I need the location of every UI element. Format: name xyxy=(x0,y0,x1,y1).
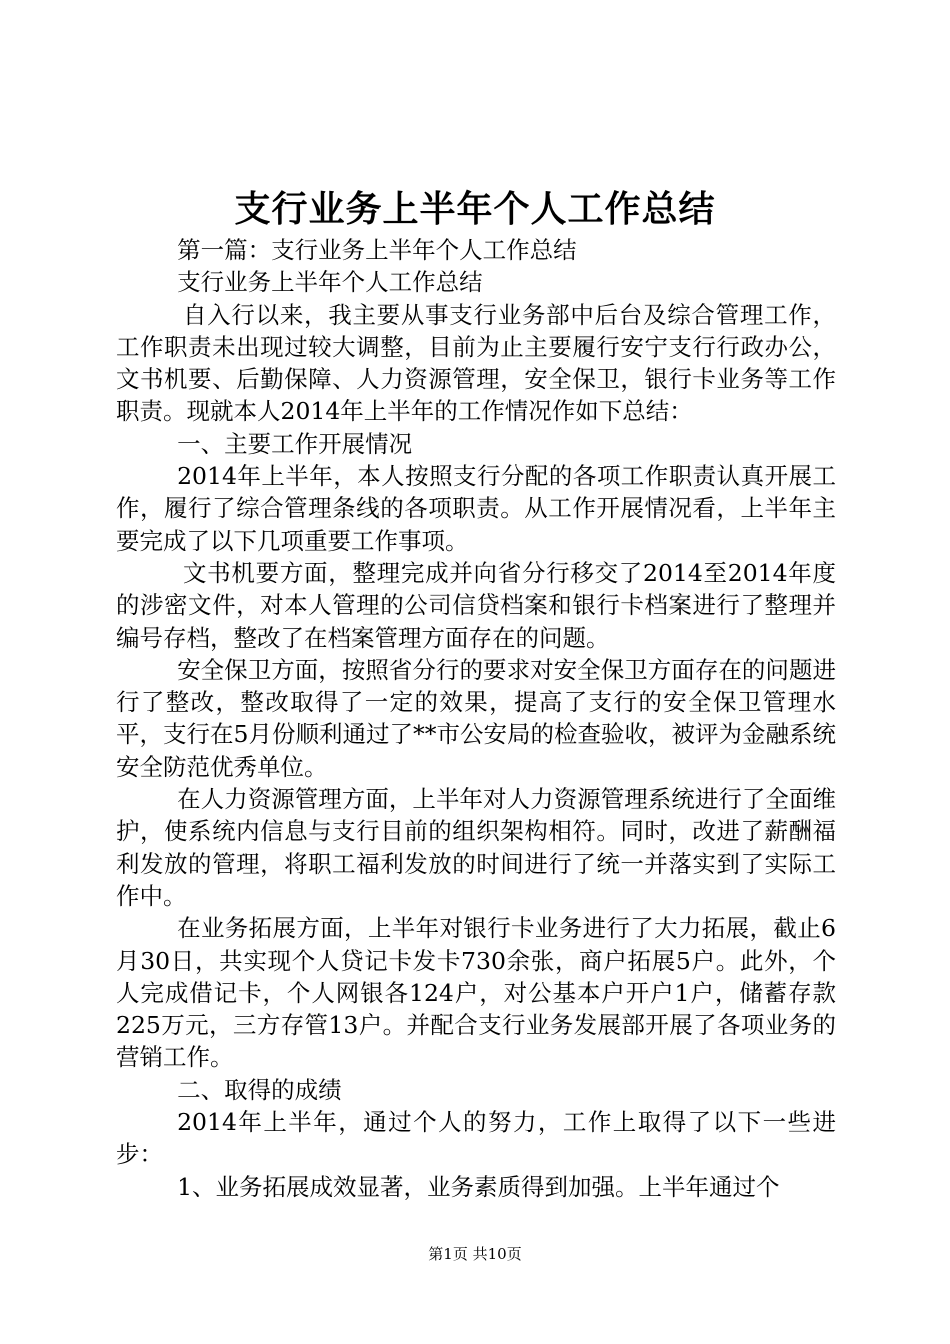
paragraph-hr: 在人力资源管理方面，上半年对人力资源管理系统进行了全面维护，使系统内信息与支行目前的组织架构相符。同时，改进了薪酬福利发放的管理，将职工福利发放的时间进行了统一并落实到了实际工作中。 xyxy=(116,785,836,910)
paragraph-achievements: 2014年上半年，通过个人的努力，工作上取得了以下一些进步： xyxy=(116,1108,836,1169)
paragraph-documents: 文书机要方面，整理完成并向省分行移交了2014至2014年度的涉密文件，对本人管理的公司信贷档案和银行卡档案进行了整理并编号存档，整改了在档案管理方面存在的问题。 xyxy=(116,558,836,652)
document-body xyxy=(116,234,836,1203)
paragraph-item-1: 1、业务拓展成效显著，业务素质得到加强。上半年通过个 xyxy=(177,1172,780,1201)
paragraph-overview: 2014年上半年，本人按照支行分配的各项工作职责认真开展工作，履行了综合管理条线的各项职责。从工作开展情况看，上半年主要完成了以下几项重要工作事项。 xyxy=(116,462,836,555)
subtitle: 支行业务上半年个人工作总结 xyxy=(177,268,483,297)
section-heading: 第一篇：支行业务上半年个人工作总结 xyxy=(177,236,577,264)
paragraph-intro: 自入行以来，我主要从事支行业务部中后台及综合管理工作，工作职责未出现过较大调整，目前为止主要履行安宁支行行政办公，文书机要、后勤保障、人力资源管理，安全保卫，银行卡业务等工作职责。现就本人2014年上半年的工作情况作如下总结： xyxy=(116,300,836,426)
document-title: 支行业务上半年个人工作总结 xyxy=(234,189,716,230)
paragraph-business: 在业务拓展方面，上半年对银行卡业务进行了大力拓展，截止6月30日，共实现个人贷记卡发卡730余张，商户拓展5户。此外，个人完成借记卡，个人网银各124户，对公基本户开户1户，储蓄存款225万元，三方存管13户。并配合支行业务发展部开展了各项业务的营销工作。 xyxy=(116,914,836,1072)
paragraph-security: 安全保卫方面，按照省分行的要求对安全保卫方面存在的问题进行了整改，整改取得了一定的效果，提高了支行的安全保卫管理水平，支行在5月份顺利通过了**市公安局的检查验收，被评为金融系统安全防范优秀单位。 xyxy=(116,655,836,781)
page-number: 第1页 共10页 xyxy=(428,1245,522,1263)
section-heading-1: 一、主要工作开展情况 xyxy=(177,429,413,458)
section-heading-2: 二、取得的成绩 xyxy=(177,1075,342,1104)
